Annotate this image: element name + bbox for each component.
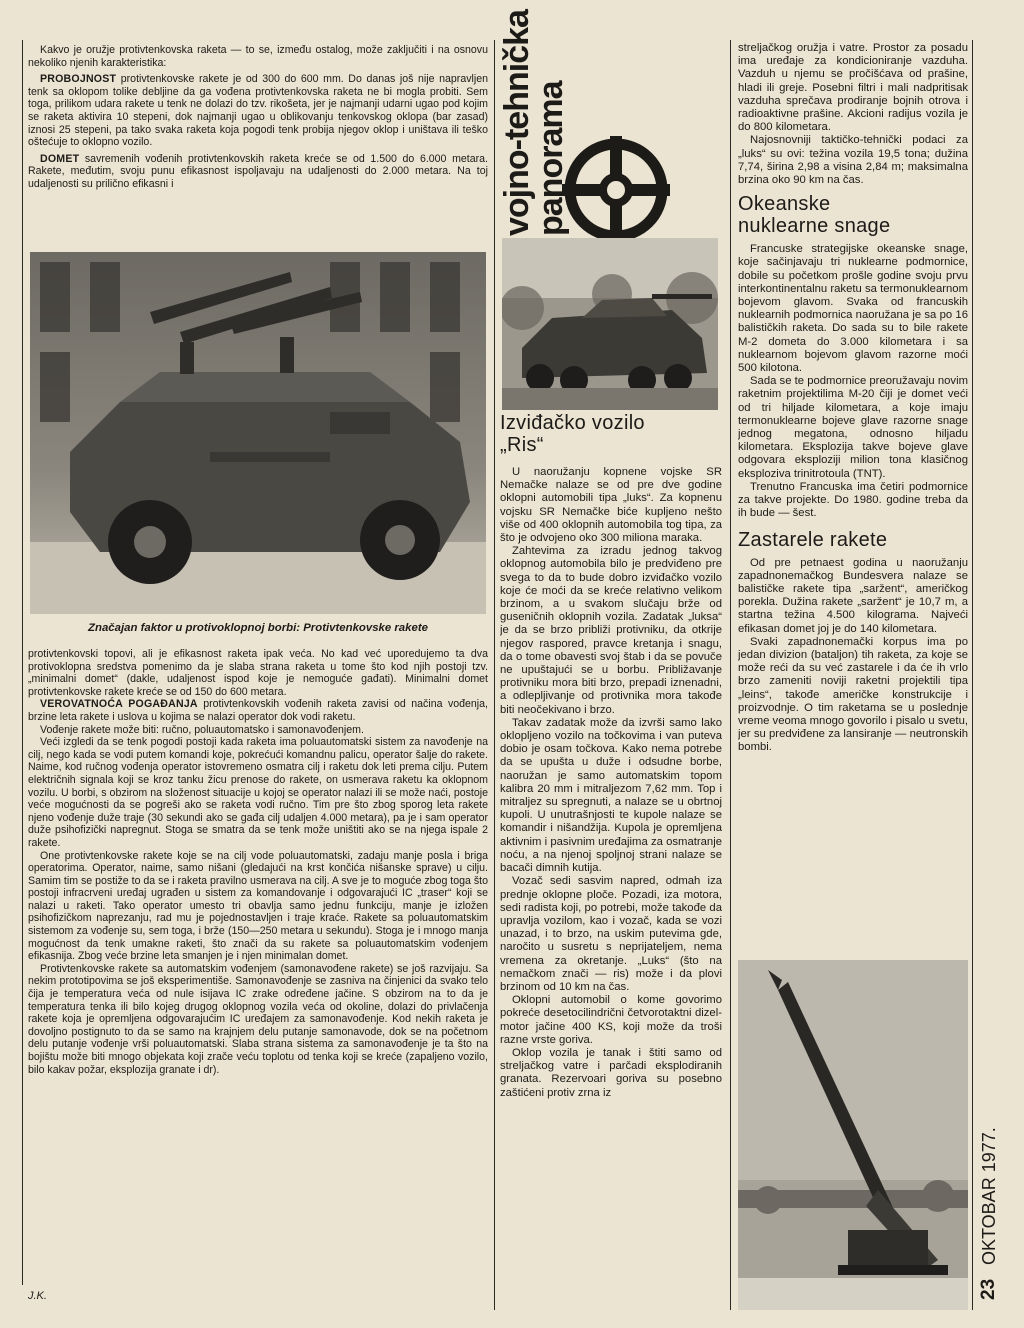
zastarele-paragraph: Svaki zapadnonemački korpus ima po jedan divizion (bataljon) tih raketa, za koje se može reći da su već zastarele i da će ih vrlo brzo zameniti noviji raketni projektili tipa „leins“, takođe američke konstrukcije i proizvodnje. O tim raketama se u poslednje vreme veoma mnogo govorilo i pisalo u svetu, jer su predviđene za lansiranje — neutronskih bombi. (738, 635, 968, 754)
verovatnoca-paragraph (28, 698, 488, 723)
ris-title-line1: Izviđačko vozilo (500, 412, 645, 434)
photo-armored-car (502, 238, 718, 410)
intro-text: Kakvo je oružje protivtenkovska raketa — to se, između ostalog, može zaključiti i na osnovu nekoliko njenih karakteristika: (28, 44, 488, 69)
zastarele-paragraph: Od pre petnaest godina u naoružanju zapadnonemačkog Bundesvera nalaze se balističke rakete tipa „saržent“, američkog porekla. Dužina rakete „saržent“ je 10,7 m, a startna težina 4.500 kilograma. Najveći efikasan domet joj je do 140 kilometara. (738, 556, 968, 635)
ris-paragraph: Oklopni automobil o kome govorimo pokreće desetocilindrični četvorotaktni dizel-motor jačine 400 KS, koji može da troši razne vrste goriva. (500, 994, 722, 1046)
rocket-image (738, 960, 968, 1310)
armored-car-image (502, 238, 718, 410)
verovatnoca-text: protivtenkovskih vođenih raketa zavisi od načina vođenja, brzine leta rakete i uslova u kojima se nalazi operator dok vodi raketu. (28, 698, 488, 723)
ocean-paragraph: Francuske strategijske okeanske snage, koje sačinjavaju tri nuklearne podmornice, dobile su početkom prošle godine svoju prvu interkontinentalnu raketu sa termonuklearnom bojevom glavom. Svaka od francuskih nuklearnih podmornica naoružana je sa po 16 balističkih raketa. Do sada su to bile rakete M-2 dometa do 3.000 kilometara i sa nuklearnom bojevom glavom razorne moći 500 kilotona. (738, 243, 968, 375)
vodjenje-paragraph: Vođenje rakete može biti: ručno, poluautomatsko i samonavođenjem. (40, 723, 364, 736)
right-column (738, 42, 968, 942)
column-rule-middle (494, 40, 495, 1310)
ocean-title (738, 193, 968, 237)
column-rule-right (730, 40, 731, 1310)
rucno-vodjenje-paragraph: Veći izgledi da se tenk pogodi postoji kada raketa ima poluautomatski sistem za navođenje na cilj, nego kada se vodi putem komandi koje, pokrećući komandnu palicu, operator šalje do rakete. Naime, kod ručnog vođenja operator istovremeno osmatra cilj i raketu dok leti prema cilju. Putem električnih signala koji se kroz tanku žicu prenose do rakete, on usmerava raketu ka oklopnom vozilu. U borbi, s obzirom na složenost situacije u kojoj se operator nalazi ili se može naći, postoje veće mogućnosti da se pogreši ako se raketa vodi ručno. Tim pre što zbog sporog leta rakete njeno vođenje duže traje (30 sekundi ako se gađa cilj udaljen 4.000 metara), pa je i sam operator duže psihofizički napregnut. Stoga se smatra da se tenk može uništiti ako se na njega ispale 2 rakete. (28, 736, 488, 849)
main-article-top (28, 44, 488, 244)
ris-continued-paragraph: streljačkog oružja i vatre. Prostor za posadu ima uređaje za kondicioniranje vazduha. Vazduh u njemu se pročišćava od prašine, hladi ili greje. Posebni filtri i mali nadpritisak vazduha sprečava prodiranje bojnih otrova i radioaktivne prašine. Akcioni radijus vozila je do 800 kilometara. (738, 42, 968, 134)
ris-paragraph: Oklop vozila je tanak i štiti samo od streljačkog vatre i parčadi eksplodiranih granata. Rezervoari goriva su posebno zaštićeni protiv zrna iz (500, 1046, 722, 1099)
ocean-paragraph: Sada se te podmornice preoružavaju novim raketnim projektilima M-20 čiji je domet veći od tri hiljade kilometara, a koje imaju termonuklearne bojeve glave razorne snage jednog megatona, odnosno hiljadu kilometara. Eksplozija takve bojeve glave odgovara eksploziji milion tona klasičnog eksploziva trinitrotoula (TNT). (738, 375, 968, 480)
ris-paragraph: Takav zadatak može da izvrši samo lako oklopljeno vozilo na točkovima i van puteva dobio je osam točkova. Kako nema potrebe da se upušta u duže i odsudne borbe, naoružan je samo automatskim topom kalibra 20 mm i mitraljezom 7,62 mm. Top i mitraljez su spregnuti, a nalaze se u obrtnoj kupoli. U unutrašnjosti te kupole nalaze se komandir i nišandžija. Kupola je opremljena aktivnim i pasivnim uređajima za osmatranje noću, a na njenoj spoljnoj strani nalaze se bacači dimnih kutija. (500, 716, 722, 875)
domet-paragraph (28, 153, 488, 191)
issue-footer (978, 1100, 1000, 1305)
ocean-title-line1: Okeanske (738, 193, 831, 216)
ris-title (500, 412, 722, 456)
ris-title-line2: „Ris“ (500, 434, 544, 456)
main-intro (28, 44, 488, 69)
main-continued-text: protivtenkovski topovi, ali je efikasnost raketa ipak veća. No kad već uporedujemo ta dva protivoklopna sredstva pomenimo da je slaba strana raketa u tome što kod njih postoji tzv. „minimalni domet“ (dakle, udaljenost ispod koje je nemoguće gađati). Minimalni domet protivtenkovske rakete kreće se od 150 do 600 metara. (28, 648, 488, 698)
ris-article (500, 412, 722, 1312)
ocean-paragraph: Trenutno Francuska ima četiri podmornice za takve projekte. Do 1980. godine treba da ih bude — šest. (738, 480, 968, 520)
photo-missile-vehicle (30, 252, 486, 614)
page-number: 23 (978, 1278, 999, 1300)
masthead-line1: vojno-tehnička (498, 10, 536, 236)
column-rule-left (22, 40, 23, 1285)
probojnost-text: protivtenkovske rakete je od 300 do 600 mm. Do danas još nije napravljen tenk sa oklopom tolike debljine da ga vođena protivtenkovska raketa ne bi mogla probiti. Sem toga, prilikom udara rakete u tenk ne dolazi do tzv. rikošeta, jer je najmanji udarni ugao pod kojim se raketa aktivira 10 stepeni, dok najmanji ugao u oblikovanju tenkovskog oklopa (bar zasad) iznosi 25 stepeni, pa tako svaka raketa koja pogodi tenk probija njegov oklop i uništava ili teško oštećuje to oklopno vozilo. (28, 73, 488, 149)
main-article-bottom (28, 648, 488, 1278)
verovatnoca-heading: VEROVATNOĆA POGAĐANJA (40, 698, 198, 711)
probojnost-heading: PROBOJNOST (40, 73, 117, 86)
author-signature: J.K. (28, 1290, 47, 1302)
masthead-logo (498, 10, 720, 240)
zastarele-title: Zastarele rakete (738, 528, 888, 551)
domet-text: savremenih vođenih protivtenkovskih raketa kreće se od 1.500 do 6.000 metara. Rakete, međutim, svoju punu efikasnost ispoljavaju na udaljenosti do 2.000 metara. Na toj udaljenosti su prilično efikasni i (28, 152, 488, 190)
photo-sergeant-rocket (738, 960, 968, 1310)
ris-paragraph: Vozač sedi sasvim napred, odmah iza prednje oklopne ploče. Pozadi, iza motora, sedi radista koji, po potrebi, može takođe da upravlja vozilom, kao i vozač, kada se vozi unazad, i to brzo, na uskim putevima gde, naročito u susretu s neprijateljem, nema vremena za okretanje. „Luks“ (što na nemačkom znači — ris) može i da plovi brzinom od 10 km na čas. (500, 875, 722, 993)
probojnost-paragraph (28, 73, 488, 149)
ris-specs-paragraph: Najosnovniji taktičko-tehnički podaci za „luks“ su ovi: težina vozila 19,5 tona; dužina 7,74, širina 2,98 a visina 2,84 m; maksimalna brzina oko 90 km na čas. (738, 134, 968, 187)
ris-paragraph: U naoružanju kopnene vojske SR Nemačke nalaze se od pre dve godine oklopni automobili tipa „luks“. Za kopnenu vojsku SR Nemačke biće kupljeno nešto više od 400 oklopnih automobila tog tipa, za što je odvojeno oko 300 miliona maraka. (500, 466, 722, 545)
issue-date: OKTOBAR 1977. (979, 1127, 999, 1265)
poluautomatsko-paragraph: One protivtenkovske rakete koje se na cilj vode poluautomatski, zadaju manje posla i briga operatorima. Operator, naime, samo nišani (gledajući na krst končića nišanske sprave) u cilju. Samim tim se postiže to da se i raketa pravilno usmerava na cilj. A sve je to moguće zbog toga što postoji infracrveni uređaj ugrađen u sistem za komandovanje i odgovarajući IC „traser“ koji se nalazi u raketi. Tako operator umesto tri obavlja samo jednu funkciju, manje je izložen psihofizičkom naprezanju, rad mu je pojednostavljen i traje kraće. Rakete sa poluautomatskim sistemom za vođenje su, sem toga, i brže (150—250 metara u sekundu). Stoga je i mnogo manja mogućnost da tenk umakne raketi, što znači da su rakete sa poluautomatskim vođenjem efikasnija. Zbog veće brzine leta smanjen je i njen minimalan domet. (28, 849, 488, 963)
column-rule-far-right (972, 40, 973, 1310)
samonavodjenje-paragraph: Protivtenkovske rakete sa automatskim vođenjem (samonavođene rakete) se još razvijaju. Sa nekim prototipovima se još eksperimentiše. Samonavođenje se zasniva na činjenici da svako telo čija je temperatura veća od nule isijava IC zrake određene jačine. S obzirom na to da je temperatura tenka ili bilo kojeg drugog oklopnog vozila veća od okoline, dolazi do privlačenja rakete koja je opremljena odgovarajućim IC uređajem za samonavođenje. Kod nekih raketa je dovoljno postignuto to da se samo na krajnjem delu putanje samonavode, dok se na početnom delu putanje vođenje vrši poluautomatski. Slaba strana sistema za samonavođenje je ta što na bojištu može biti mnogo objekata koji zrače veću toplotu od tenka koji se kreće (zapaljeno vozilo, bilo kakav požar, eksplozija granate i dr). (28, 962, 488, 1076)
ocean-title-line2: nuklearne snage (738, 215, 891, 238)
domet-heading: DOMET (40, 152, 80, 165)
masthead-line2: panorama (532, 81, 570, 236)
missile-vehicle-image (30, 252, 486, 614)
photo-caption: Značajan faktor u protivoklopnoj borbi: Protivtenkovske rakete (88, 622, 428, 634)
ris-paragraph: Zahtevima za izradu jednog takvog oklopnog automobila bilo je predviđeno pre svega to da to bude dobro izviđačko vozilo koje će moći da se kreće relativno velikom brzinom, a u svakom slučaju brže od guseničnih oklopnih vozila. Zadatak „luksa“ je da se brzo približi protivniku, da otkrije njegov raspored, pravce kretanja i snagu, da o tome obavesti svoj štab i da se povuče ne upuštajući se u borbu. Približavanje protivniku mora biti brzo, prepadi iznenadni, a odlepljivanje od protivnika mora takođe biti neočekivano i brzo. (500, 545, 722, 716)
